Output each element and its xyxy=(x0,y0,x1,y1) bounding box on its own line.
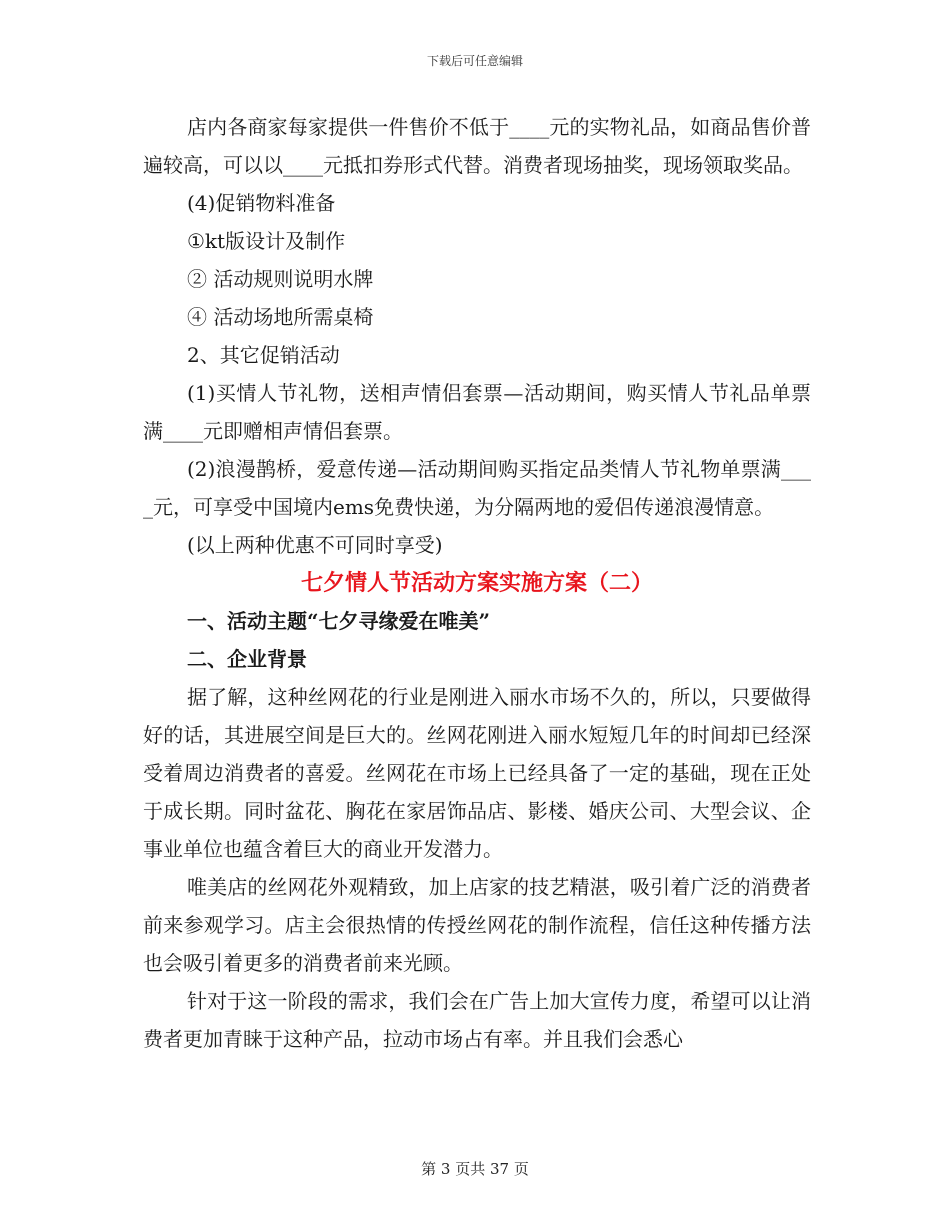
paragraph: 店内各商家每家提供一件售价不低于____元的实物礼品，如商品售价普遍较高，可以以____元抵扣券形式代替。消费者现场抽奖，现场领取奖品。 xyxy=(143,115,811,177)
paragraph: 针对于这一阶段的需求，我们会在广告上加大宣传力度，希望可以让消费者更加青睐于这种产品，拉动市场占有率。并且我们会悉心 xyxy=(143,989,811,1051)
list-item: (4)促销物料准备 xyxy=(187,191,336,215)
note: (以上两种优惠不可同时享受) xyxy=(187,533,443,557)
paragraph: (1)买情人节礼物，送相声情侣套票—活动期间，购买情人节礼品单票满____元即赠相声情侣套票。 xyxy=(143,381,811,443)
paragraph: 唯美店的丝网花外观精致，加上店家的技艺精湛，吸引着广泛的消费者前来参观学习。店主会很热情的传授丝网花的制作流程，信任这种传播方法也会吸引着更多的消费者前来光顾。 xyxy=(143,875,811,975)
section-title: 七夕情人节活动方案实施方案（二） xyxy=(300,570,653,596)
paragraph: 据了解，这种丝网花的行业是刚进入丽水市场不久的，所以，只要做得好的话，其进展空间是巨大的。丝网花刚进入丽水短短几年的时间却已经深受着周边消费者的喜爱。丝网花在市场上已经具备了一定的基础，现在正处于成长期。同时盆花、胸花在家居饰品店、影楼、婚庆公司、大型会议、企事业单位也蕴含着巨大的商业开发潜力。 xyxy=(143,685,811,861)
page-content xyxy=(143,108,811,1058)
list-item: ④ 活动场地所需桌椅 xyxy=(187,305,374,329)
list-item: ①kt版设计及制作 xyxy=(187,229,346,253)
page-header: 下载后可任意编辑 xyxy=(426,54,523,68)
list-item: 2、其它促销活动 xyxy=(187,343,340,367)
page-footer: 第 3 页共 37 页 xyxy=(421,1160,529,1178)
paragraph: (2)浪漫鹊桥，爱意传递—活动期间购买指定品类情人节礼物单票满____元，可享受中国境内ems免费快递，为分隔两地的爱侣传递浪漫情意。 xyxy=(143,457,811,519)
heading-theme: 一、活动主题“七夕寻缘爱在唯美” xyxy=(187,609,491,633)
list-item: ② 活动规则说明水牌 xyxy=(187,267,374,291)
heading-background: 二、企业背景 xyxy=(187,647,307,671)
